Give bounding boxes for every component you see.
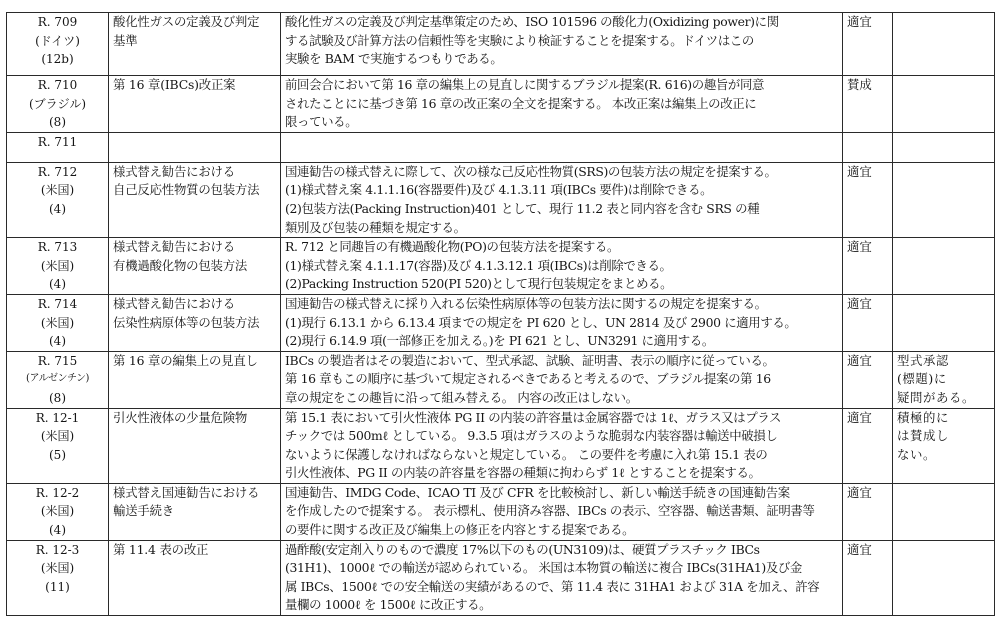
table-row [7,132,995,162]
proposal-id-line: R. 711 [37,134,78,149]
proposal-title-line: 様式替え勧告における [113,239,235,255]
proposal-id-line: (4) [49,277,66,292]
judgment-cell [843,76,893,133]
remarks-line: 型式承認 [897,352,949,368]
proposal-id-line: R. 709 [37,15,78,29]
judgment-cell [843,238,893,295]
proposal-title-line: 輸送手続き [113,503,174,519]
proposal-title-line: 様式替え勧告における [113,295,235,311]
proposal-id-cell [7,540,109,615]
proposal-id-line: (米国) [40,183,75,198]
remarks-cell [893,351,995,408]
remarks-cell [893,408,995,483]
proposal-id-line: R. 715 [37,353,78,368]
proposal-id-line: (米国) [40,429,75,444]
proposal-description-line: する試験及び計算方法の信頼性等を実験により検証することを提案する。ドイツはこの [285,32,754,48]
proposal-title-cell [109,540,281,615]
table-row [7,238,995,295]
table-row [7,13,995,76]
proposal-id-line: R. 12-2 [35,485,80,500]
proposal-id-line: (12b) [41,52,74,67]
judgment-value: 賛成 [847,77,872,92]
proposal-description-line: (2)現行 6.14.9 項(一部修正を加える。)を PI 621 とし、UN3291 に適用する。 [285,333,714,349]
proposal-id-line: (8) [49,390,66,405]
judgment-cell [843,132,893,162]
proposal-title-cell [109,13,281,76]
proposal-title-line: 引火性液体の少量危険物 [113,409,248,425]
proposal-description-cell [281,162,843,237]
proposal-id-cell [7,238,109,295]
remarks-line: (標題)に [897,371,947,387]
remarks-cell [893,540,995,615]
proposal-description-line: 実験を BAM で実施するつもりである。 [285,51,503,67]
judgment-value: 適宜 [847,295,872,311]
proposal-id-cell [7,13,109,76]
proposal-description-cell [281,132,843,162]
proposal-id-cell [7,294,109,351]
table-row [7,408,995,483]
proposal-id-line: (11) [45,579,70,594]
judgment-cell [843,408,893,483]
proposal-description-line: ないように保護しなければならないと規定している。 この要件を考慮に入れ第 15.1 表の [285,446,768,462]
proposal-description-line: (1)現行 6.13.1 から 6.13.4 項までの規定を PI 620 とし、UN 2814 及び 2900 に適用する。 [285,314,797,330]
judgment-value: 適宜 [847,352,872,368]
proposal-id-cell [7,483,109,540]
proposal-id-line: R. 712 [37,164,78,179]
judgment-value: 適宜 [847,484,872,500]
proposal-id-line: (米国) [40,504,75,519]
remarks-cell [893,132,995,162]
proposal-title-line: 様式替え国連勧告における [113,484,260,500]
remarks-line: は賛成し [897,428,949,444]
proposal-title-cell [109,132,281,162]
proposal-id-line: (5) [49,447,66,462]
proposal-id-line: (8) [49,115,66,130]
proposal-id-line: (4) [49,334,66,349]
proposal-description-line: 国連勧告の様式替えに際して、次の様な己反応性物質(SRS)の包装方法の規定を提案する。 [285,163,777,179]
proposal-description-line: 第 16 章もこの順序に基づいて規定されるべきであると考えるので、ブラジル提案の第 16 [285,371,771,387]
proposal-id-line: (4) [49,523,66,538]
proposal-description-line: 類別及び包装の種類を規定する。 [285,219,466,235]
proposal-description-line: 限っている。 [285,114,358,130]
proposal-description-line: 国連勧告の様式替えに採り入れる伝染性病原体等の包装方法に関するの規定を提案する。 [285,295,767,311]
proposal-id-cell [7,76,109,133]
proposal-description-line: 前回会合において第 16 章の編集上の見直しに関するブラジル提案(R. 616)の趣旨が同意 [285,77,765,92]
proposal-id-line: (米国) [40,315,75,330]
proposal-id-cell [7,408,109,483]
proposal-description-line: の要件に関する改正及び編集上の修正を内容とする提案である。 [285,522,635,538]
judgment-cell [843,162,893,237]
proposal-title-line: 第 16 章の編集上の見直し [113,352,258,368]
proposal-description-cell [281,294,843,351]
proposal-id-line: R. 12-1 [35,410,80,425]
proposal-title-line: 第 16 章(IBCs)改正案 [113,77,236,92]
remarks-cell [893,162,995,237]
remarks-cell [893,483,995,540]
proposal-id-line: R. 714 [37,296,78,311]
proposal-title-cell [109,408,281,483]
proposal-description-line: 量欄の 1000ℓ を 1500ℓ に改正する。 [285,597,492,613]
proposal-description-cell [281,540,843,615]
proposal-title-line: 有機過酸化物の包装方法 [113,257,248,273]
proposal-description-line: 章の規定をこの趣旨に沿って組み替える。 内容の改正はしない。 [285,389,638,405]
proposal-description-line: 酸化性ガスの定義及び判定基準策定のため、ISO 101596 の酸化力(Oxidizing power)に関 [285,14,779,29]
remarks-cell [893,238,995,295]
proposal-description-line: 属 IBCs、1500ℓ での安全輸送の実績があるので、第 11.4 表に 31HA1 および 31A を加え、許容 [285,578,820,594]
proposal-id-line: R. 12-3 [35,542,80,557]
proposal-description-line: を作成したので提案する。 表示標札、使用済み容器、IBCs の表示、空容器、輸送書類、証明書等 [285,503,815,519]
proposal-description-line: (2)包装方法(Packing Instruction)401 として、現行 11.2 表と同内容を含む SRS の種 [285,200,760,216]
judgment-cell [843,540,893,615]
proposal-id-line: (アルゼンチン) [26,373,89,385]
proposal-title-cell [109,76,281,133]
proposal-description-cell [281,13,843,76]
table-row [7,540,995,615]
proposal-description-line: 国連勧告、IMDG Code、ICAO TI 及び CFR を比較検討し、新しい輸送手続きの国連勧告案 [285,484,790,500]
proposal-title-line: 第 11.4 表の改正 [113,541,209,557]
proposal-description-line: チックでは 500mℓ としている。 9.3.5 項はガラスのような脆弱な内装容器は輸送中破損し [285,428,778,444]
proposal-title-line: 伝染性病原体等の包装方法 [113,314,260,330]
proposal-description-line: 第 15.1 表において引火性液体 PG II の内装の許容量は金属容器では 1ℓ、ガラス又はプラス [285,409,782,425]
proposal-description-cell [281,76,843,133]
proposal-id-line: (ブラジル) [28,96,87,111]
remarks-cell [893,13,995,76]
proposal-description-cell [281,408,843,483]
remarks-cell [893,76,995,133]
remarks-cell [893,294,995,351]
judgment-value: 適宜 [847,14,872,29]
proposal-description-line: 引火性液体、PG II の内装の許容量を容器の種類に拘わらず 1ℓ とすることを提案する。 [285,465,761,481]
proposal-description-cell [281,351,843,408]
judgment-value: 適宜 [847,239,872,255]
remarks-line: 疑問がある。 [897,389,975,405]
proposal-title-cell [109,162,281,237]
judgment-value: 適宜 [847,541,872,557]
proposal-description-line: (2)Packing Instruction 520(PI 520)として現行包装規定をまとめる。 [285,276,673,292]
proposal-id-line: (米国) [40,258,75,273]
proposal-description-cell [281,238,843,295]
proposal-description-line: 過酢酸(安定剤入りのもので濃度 17%以下のもの(UN3109)は、硬質プラスチック IBCs [285,541,760,557]
judgment-cell [843,13,893,76]
table-row [7,76,995,133]
proposal-description-cell [281,483,843,540]
proposal-id-cell [7,132,109,162]
proposal-id-line: (米国) [40,561,75,576]
judgment-cell [843,483,893,540]
proposal-title-line: 自己反応性物質の包装方法 [113,182,260,198]
proposal-id-line: R. 710 [37,78,78,92]
proposal-title-line: 様式替え勧告における [113,163,235,179]
proposal-title-line: 酸化性ガスの定義及び判定 [113,14,260,29]
proposal-table-body [7,13,995,616]
proposal-title-cell [109,294,281,351]
judgment-cell [843,351,893,408]
table-row [7,162,995,237]
proposal-description-line: されたことにに基づき第 16 章の改正案の全文を提案する。 本改正案は編集上の改正に [285,95,757,111]
proposal-description-line: (1)様式替え案 4.1.1.17(容器)及び 4.1.3.12.1 項(IBCs)は削除できる。 [285,257,672,273]
proposal-description-line: (1)様式替え案 4.1.1.16(容器要件)及び 4.1.3.11 項(IBCs 要件)は削除できる。 [285,182,713,198]
remarks-line: ない。 [897,446,936,462]
proposal-title-cell [109,351,281,408]
proposal-description-line: R. 712 と同趣旨の有機過酸化物(PO)の包装方法を提案する。 [285,239,620,255]
remarks-line: 積極的に [897,409,949,425]
proposal-title-line: 基準 [113,32,138,48]
proposal-title-cell [109,483,281,540]
proposal-description-line: IBCs の製造者はその製造において、型式承認、試験、証明書、表示の順序に従っている。 [285,352,775,368]
proposal-id-line: R. 713 [37,240,78,255]
table-row [7,351,995,408]
judgment-value: 適宜 [847,163,872,179]
proposal-description-line: (31H1)、1000ℓ での輸送が認められている。 米国は本物質の輸送に複合 IBCs(31HA1)及び金 [285,560,802,576]
proposal-id-cell [7,351,109,408]
proposal-title-cell [109,238,281,295]
judgment-value: 適宜 [847,409,872,425]
proposal-id-line: (ドイツ) [35,33,80,48]
proposal-id-cell [7,162,109,237]
judgment-cell [843,294,893,351]
table-row [7,294,995,351]
table-row [7,483,995,540]
proposal-id-line: (4) [49,201,66,216]
proposal-table [6,12,995,616]
